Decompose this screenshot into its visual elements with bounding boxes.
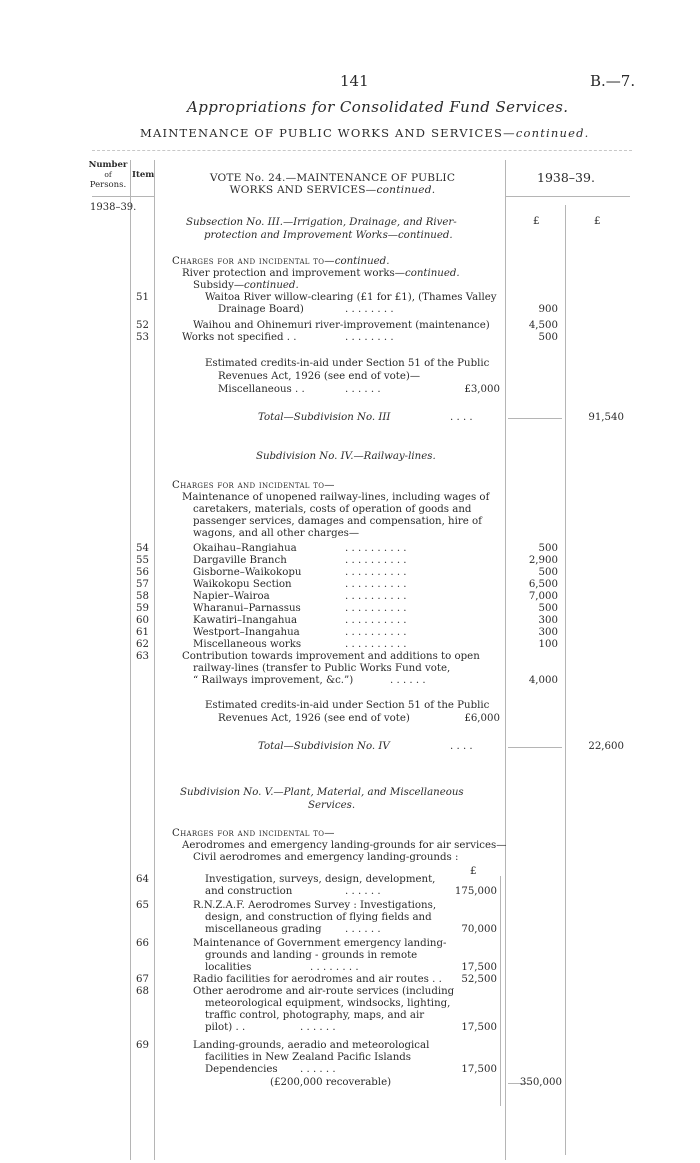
- leader-dots: . . . . . . . . . .: [345, 543, 407, 554]
- leader-dots: . . . . . . . . . .: [345, 615, 407, 626]
- sub3-credits-amount: £3,000: [464, 384, 500, 395]
- leader-dots: . . . . . . . . . .: [345, 579, 407, 590]
- item-amount: 4,500: [528, 320, 558, 331]
- sub3-river-heading: [182, 268, 460, 279]
- sub3-subsidy-heading: [193, 280, 299, 291]
- table-row-item-57: [0, 579, 700, 591]
- page-number: 141: [340, 72, 369, 90]
- item-desc-line3: “ Railways improvement, &c.”): [193, 675, 354, 686]
- sub4-heading: Subdivision No. IV.—Railway-lines.: [256, 451, 436, 462]
- leader-dots: . . . . . . . . . .: [345, 591, 407, 602]
- item-amount: 17,500: [461, 1064, 497, 1075]
- sub3-credits-line2: Revenues Act, 1926 (see end of vote)—: [218, 371, 421, 382]
- sub3-credits-line3: Miscellaneous . .: [218, 384, 305, 395]
- sub3-total-amount: 91,540: [588, 412, 624, 423]
- item-number: 51: [136, 292, 149, 303]
- item-number: 58: [136, 591, 149, 602]
- sub5-aero-heading: Aerodromes and emergency landing-grounds for air services—: [182, 840, 507, 851]
- item-name: Dargaville Branch: [193, 555, 287, 566]
- vote-title-line1: VOTE No. 24.—MAINTENANCE OF PUBLIC: [209, 172, 456, 184]
- table-row-item-62: [0, 639, 700, 651]
- vote-title-line2: [160, 184, 505, 196]
- sub5-recoverable-note: (£200,000 recoverable): [270, 1077, 392, 1088]
- table-row-item-60: [0, 615, 700, 627]
- item-desc-line3: traffic control, photography, maps, and air: [205, 1010, 425, 1021]
- item-desc-line4: pilot) . .: [205, 1022, 246, 1033]
- leader-dots: . . . .: [450, 412, 473, 423]
- item-desc-line3: Dependencies: [205, 1064, 278, 1075]
- item-number: 57: [136, 579, 149, 590]
- item-amount: 17,500: [461, 1022, 497, 1033]
- table-row-item-53: [0, 332, 700, 344]
- leader-dots: . . . . . . . . . .: [345, 627, 407, 638]
- leader-dots: . . . . . . . . . .: [345, 603, 407, 614]
- sub4-total-amount: 22,600: [588, 741, 624, 752]
- item-desc-line1: Landing-grounds, aeradio and meteorological: [193, 1040, 430, 1051]
- table-row-item-52: [0, 320, 700, 332]
- table-top-rule: [92, 150, 632, 151]
- item-name: Okaihau–Rangiahua: [193, 543, 297, 554]
- header-rule-year: [505, 196, 630, 197]
- table-row-item-54: [0, 543, 700, 555]
- table-row-item-51: [0, 292, 700, 316]
- sub4-credits-line1: Estimated credits-in-aid under Section 51 of the Public: [205, 700, 490, 711]
- sub3-heading-line2: protection and Improvement Works—continued.: [204, 230, 453, 241]
- leader-dots: . . . .: [450, 741, 473, 752]
- sub3-total-rule: [508, 418, 562, 419]
- leader-dots: . . . . . . . . . .: [345, 567, 407, 578]
- table-row-item-66: [0, 938, 700, 974]
- item-number: 69: [136, 1040, 149, 1051]
- item-number: 64: [136, 874, 149, 885]
- sub3-subsidy-text: Subsidy—: [193, 280, 245, 291]
- item-number: 55: [136, 555, 149, 566]
- sub4-maint-line1: Maintenance of unopened railway-lines, including wages of: [182, 492, 490, 503]
- table-row-item-61: [0, 627, 700, 639]
- item-desc-line2: meteorological equipment, windsocks, lighting,: [205, 998, 451, 1009]
- col-header-number-label: Number: [88, 160, 128, 170]
- sub3-river-text: River protection and improvement works—: [182, 268, 405, 279]
- leader-dots: . . . . . . . .: [345, 304, 394, 315]
- col-header-of-label: of: [104, 170, 112, 179]
- item-desc-line1: Maintenance of Government emergency landing-: [193, 938, 447, 949]
- item-amount: 300: [538, 615, 558, 626]
- item-amount: 70,000: [461, 924, 497, 935]
- item-name: Miscellaneous works: [193, 639, 302, 650]
- sub4-maint-line3: passenger services, damages and compensation, hire of: [193, 516, 482, 527]
- item-amount: 500: [538, 332, 558, 343]
- item-number: 59: [136, 603, 149, 614]
- sub3-credits-line1: Estimated credits-in-aid under Section 51 of the Public: [205, 358, 490, 369]
- item-name: Napier–Wairoa: [193, 591, 270, 602]
- vote-title: [160, 172, 505, 196]
- item-number: 56: [136, 567, 149, 578]
- item-amount: 7,000: [528, 591, 558, 602]
- leader-dots: . . . . . . . . . .: [345, 639, 407, 650]
- page-subtitle-continued: continued.: [515, 126, 590, 140]
- sub3-river-cont: continued.: [404, 268, 460, 279]
- item-number: 52: [136, 320, 149, 331]
- item-amount: 300: [538, 627, 558, 638]
- leader-dots: . . . . . . . . . .: [345, 555, 407, 566]
- page-subtitle-text: MAINTENANCE OF PUBLIC WORKS AND SERVICES—: [140, 126, 516, 140]
- item-number: 63: [136, 651, 149, 662]
- sub3-subsidy-cont: continued.: [244, 280, 299, 291]
- item-number: 65: [136, 900, 149, 911]
- item-desc-line1: Investigation, surveys, design, development,: [205, 874, 436, 885]
- item-number: 66: [136, 938, 149, 949]
- item-amount: 175,000: [454, 886, 497, 897]
- sub5-heading-line2: Services.: [308, 800, 356, 811]
- item-desc-line2: grounds and landing - grounds in remote: [205, 950, 418, 961]
- pound-symbol-col3: £: [470, 866, 477, 877]
- item-name: Westport–Inangahua: [193, 627, 300, 638]
- sub5-charges-heading: Charges for and incidental to—: [172, 828, 335, 839]
- item-amount: 500: [538, 567, 558, 578]
- col-header-year: 1938–39.: [537, 170, 595, 185]
- sub4-maint-line2: caretakers, materials, costs of operation of goods and: [193, 504, 472, 515]
- sub5-subtotal-amount: 350,000: [519, 1077, 562, 1088]
- item-amount: 2,900: [528, 555, 558, 566]
- item-number: 62: [136, 639, 149, 650]
- item-amount: 6,500: [528, 579, 558, 590]
- item-amount: 500: [538, 603, 558, 614]
- item-desc-line3: localities: [205, 962, 252, 973]
- table-row-item-64: [0, 874, 700, 898]
- sub4-total-label: Total—Subdivision No. IV: [258, 741, 390, 752]
- page-subtitle: [140, 126, 590, 140]
- item-desc-line2: Drainage Board): [218, 304, 304, 315]
- item-desc-line1: Works not specified . .: [182, 332, 297, 343]
- table-row-item-65: [0, 900, 700, 936]
- table-row-item-67: [0, 974, 700, 986]
- table-row-item-68: [0, 986, 700, 1034]
- item-name: Wharanui–Parnassus: [193, 603, 301, 614]
- item-amount: 4,000: [528, 675, 558, 686]
- table-row-item-58: [0, 591, 700, 603]
- col-header-persons-label: Persons.: [89, 180, 127, 190]
- leader-dots: . . . . . .: [300, 1064, 336, 1075]
- leader-dots: . . . . . .: [345, 924, 381, 935]
- sub5-civil-heading: Civil aerodromes and emergency landing-grounds :: [193, 852, 459, 863]
- sub3-charges-text: Charges for and incidental to—: [172, 256, 335, 267]
- leader-dots: . . . . . . . .: [310, 962, 359, 973]
- sub4-maint-line4: wagons, and all other charges—: [193, 528, 360, 539]
- table-row-item-56: [0, 567, 700, 579]
- vote-title-line2-text: WORKS AND SERVICES—: [229, 184, 377, 196]
- sub4-credits-amount: £6,000: [464, 713, 500, 724]
- item-desc-line1: Waihou and Ohinemuri river-improvement (maintenance): [193, 320, 490, 331]
- sub3-charges-heading: [172, 256, 389, 267]
- item-number: 54: [136, 543, 149, 554]
- table-row-item-59: [0, 603, 700, 615]
- vote-title-line2-cont: continued.: [376, 184, 436, 196]
- pound-symbol-2: £: [594, 216, 601, 227]
- sub5-heading-line1: Subdivision No. V.—Plant, Material, and Miscellaneous: [180, 787, 464, 798]
- item-desc-line3: miscellaneous grading: [205, 924, 322, 935]
- item-desc-line2: facilities in New Zealand Pacific Islands: [205, 1052, 412, 1063]
- document-reference: B.—7.: [590, 72, 636, 90]
- item-name: Waikokopu Section: [193, 579, 292, 590]
- item-desc-line2: design, and construction of flying fields and: [205, 912, 432, 923]
- table-row-item-69: [0, 1040, 700, 1076]
- leader-dots: . . . . . . . .: [345, 332, 394, 343]
- item-amount: 17,500: [461, 962, 497, 973]
- sub3-charges-cont: continued.: [334, 256, 390, 267]
- col-header-persons-year: 1938–39.: [90, 202, 137, 213]
- item-desc-line1: R.N.Z.A.F. Aerodromes Survey : Investigations,: [193, 900, 437, 911]
- sub4-charges-heading: Charges for and incidental to—: [172, 480, 335, 491]
- table-row-item-55: [0, 555, 700, 567]
- leader-dots: . . . . . .: [300, 1022, 336, 1033]
- item-desc-line1: Radio facilities for aerodromes and air routes . .: [193, 974, 442, 985]
- item-number: 60: [136, 615, 149, 626]
- item-desc-line1: Other aerodrome and air-route services (including: [193, 986, 455, 997]
- item-amount: 500: [538, 543, 558, 554]
- leader-dots: . . . . . .: [345, 886, 381, 897]
- item-name: Gisborne–Waikokopu: [193, 567, 302, 578]
- col-header-item: Item: [132, 170, 155, 180]
- item-desc-line1: Waitoa River willow-clearing (£1 for £1), (Thames Valley: [205, 292, 497, 303]
- header-rule-persons: [92, 196, 154, 197]
- item-name: Kawatiri–Inangahua: [193, 615, 298, 626]
- item-amount: 900: [538, 304, 558, 315]
- item-amount: 52,500: [461, 974, 497, 985]
- item-number: 53: [136, 332, 149, 343]
- sub3-total-label: Total—Subdivision No. III: [258, 412, 391, 423]
- item-desc-line2: and construction: [205, 886, 293, 897]
- item-number: 61: [136, 627, 149, 638]
- item-desc-line2: railway-lines (transfer to Public Works Fund vote,: [193, 663, 451, 674]
- pound-symbol-1: £: [533, 216, 540, 227]
- sub4-credits-line2: Revenues Act, 1926 (see end of vote): [218, 713, 410, 724]
- item-desc-line1: Contribution towards improvement and additions to open: [182, 651, 480, 662]
- sub4-total-rule: [508, 747, 562, 748]
- item-number: 68: [136, 986, 149, 997]
- table-row-item-63: [0, 651, 700, 687]
- page-title: Appropriations for Consolidated Fund Services.: [187, 98, 569, 116]
- leader-dots: . . . . . .: [345, 384, 381, 395]
- item-number: 67: [136, 974, 149, 985]
- col-header-number: [88, 160, 128, 190]
- sub3-heading-line1: Subsection No. III.—Irrigation, Drainage, and River-: [186, 217, 457, 228]
- leader-dots: . . . . . .: [390, 675, 426, 686]
- item-amount: 100: [538, 639, 558, 650]
